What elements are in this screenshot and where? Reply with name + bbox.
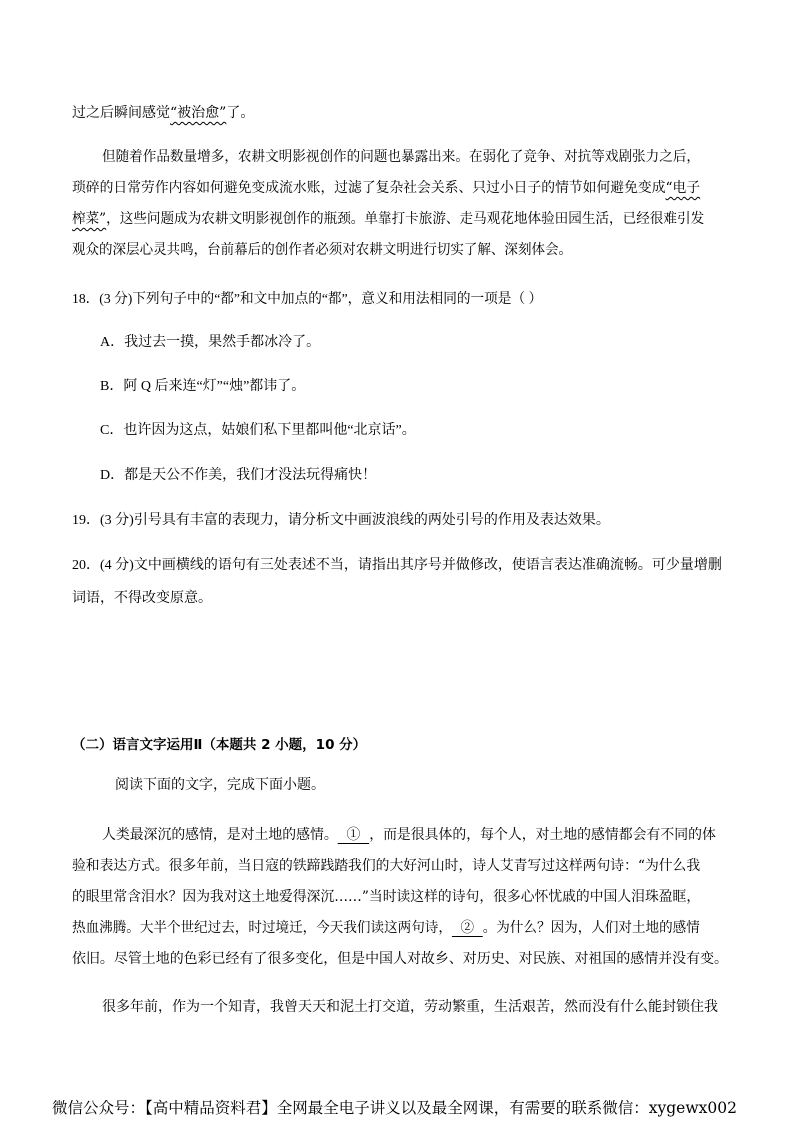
wavy-quote-2a: “电子 <box>665 180 701 196</box>
passage1-line-1 <box>72 103 254 123</box>
passage1-line-5: 观众的深层心灵共鸣，台前幕后的创作者必须对农耕文明进行切实了解、深刻体会。 <box>72 242 572 258</box>
passage1-line-4 <box>72 209 704 229</box>
wavy-quote-2b: 榨菜” <box>72 211 107 227</box>
section-2-instruction: 阅读下面的文字，完成下面小题。 <box>115 777 325 793</box>
wavy-quote-1: “被治愈” <box>170 105 227 121</box>
question-20-line-2: 词语，不得改变原意。 <box>72 591 212 606</box>
text-segment: 。为什么？因为，人们对土地的感情 <box>482 920 700 936</box>
page-footer: 微信公众号：【高中精品资料君】全网最全电子讲义以及最全网课，有需要的联系微信：xygewx002 <box>52 1099 737 1117</box>
question-18-stem: 18．(3 分)下列句子中的“都”和文中加点的“都”，意义和用法相同的一项是（ ） <box>72 292 543 307</box>
passage2-line-1 <box>102 825 716 845</box>
question-18-option-c: C．也许因为这点，姑娘们私下里都叫他“北京话”。 <box>100 423 416 438</box>
passage2-line-4 <box>72 918 700 938</box>
passage1-line-2: 但随着作品数量增多，农耕文明影视创作的问题也暴露出来。在弱化了竞争、对抗等戏剧张力之后， <box>102 149 700 165</box>
passage2-paragraph-2: 很多年前，作为一个知青，我曾天天和泥土打交道，劳动繁重，生活艰苦，然而没有什么能封锁住我 <box>102 999 718 1015</box>
text-segment: 了。 <box>226 105 255 121</box>
section-2-heading: （二）语言文字运用Ⅱ（本题共 2 小题，10 分） <box>72 737 367 753</box>
question-18-option-d: D．都是天公不作美，我们才没法玩得痛快！ <box>100 468 377 483</box>
question-20-line-1: 20．(4 分)文中画横线的语句有三处表述不当，请指出其序号并做修改，使语言表达准确流畅。可少量增删 <box>72 558 722 573</box>
question-18-option-a: A．我过去一摸，果然手都冰冷了。 <box>100 335 321 350</box>
question-19: 19．(3 分)引号具有丰富的表现力，请分析文中画波浪线的两处引号的作用及表达效果。 <box>72 513 610 528</box>
question-18-option-b: B．阿 Q 后来连“灯”“烛”都讳了。 <box>100 379 306 394</box>
blank-2: ② <box>451 920 483 936</box>
passage1-line-3 <box>72 178 700 198</box>
blank-1: ① <box>337 827 370 843</box>
text-segment: 过之后瞬间感觉 <box>72 105 170 121</box>
text-segment: ，而是很具体的，每个人，对土地的感情都会有不同的体 <box>369 827 716 843</box>
text-segment: 琐碎的日常劳作内容如何避免变成流水账，过滤了复杂社会关系、只过小日子的情节如何避免变成 <box>72 180 666 196</box>
passage2-line-5: 依旧。尽管土地的色彩已经有了很多变化，但是中国人对故乡、对历史、对民族、对祖国的感情并没有变。 <box>72 951 728 967</box>
text-segment: ，这些问题成为农耕文明影视创作的瓶颈。单靠打卡旅游、走马观花地体验田园生活，已经很难引发 <box>106 211 705 227</box>
passage2-line-2: 验和表达方式。很多年前，当日寇的铁蹄践踏我们的大好河山时，诗人艾青写过这样两句诗：“为什么我 <box>72 858 701 874</box>
text-segment: 人类最深沉的感情，是对土地的感情。 <box>102 827 338 843</box>
text-segment: 热血沸腾。大半个世纪过去，时过境迁，今天我们读这两句诗， <box>72 920 452 936</box>
passage2-line-3: 的眼里常含泪水？因为我对这土地爱得深沉……”当时读这样的诗句，很多心怀忧戚的中国人泪珠盈眶， <box>72 889 701 905</box>
